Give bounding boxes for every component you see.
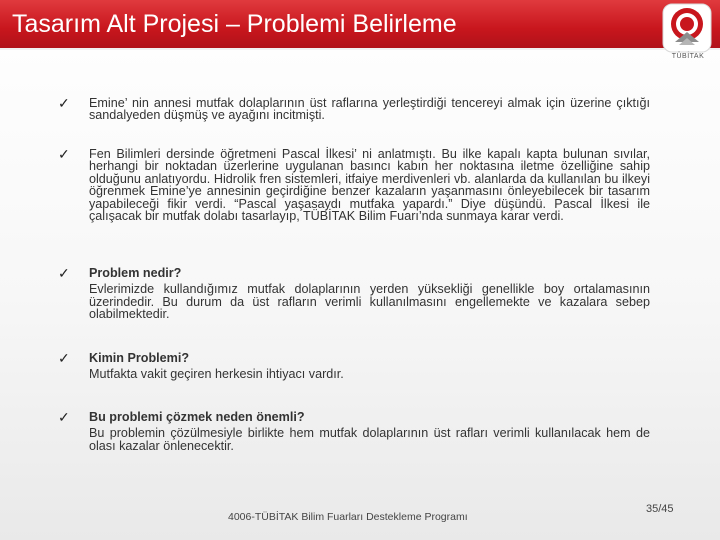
item-text: Mutfakta vakit geçiren herkesin ihtiyacı vardır. (89, 367, 344, 382)
item-heading: Problem nedir? (89, 266, 182, 280)
tubitak-logo-icon (661, 2, 713, 54)
list-item (58, 411, 650, 457)
item-heading: Kimin Problemi? (89, 351, 190, 365)
list-item (58, 148, 650, 246)
checkmark-icon: ✓ (58, 265, 70, 281)
checkmark-icon: ✓ (58, 350, 70, 366)
list-item (58, 97, 650, 129)
bullet-list (58, 97, 650, 457)
item-heading: Bu problemi çözmek neden önemli? (89, 410, 305, 424)
title-bar (0, 0, 720, 50)
logo-caption: TÜBİTAK (671, 53, 705, 60)
checkmark-icon: ✓ (58, 95, 70, 111)
item-text: Evlerimizde kullandığımız mutfak dolaplarının yerden yüksekliği genellikle boy ortalamasının üzerindedir. Bu durum da üst rafların verimli kullanılmasını engellemekte ve kazalara sebep olabilmektedir. (89, 282, 650, 322)
list-item (58, 352, 650, 384)
checkmark-icon: ✓ (58, 146, 70, 162)
item-text: Emine’ nin annesi mutfak dolaplarının üst raflarına yerleştirdiği tencereyi almak için üzerine çıktığı sandalyeden düşmüş ve ayağını incitmişti. (89, 96, 650, 123)
list-item (58, 267, 650, 327)
item-text: Fen Bilimleri dersinde öğretmeni Pascal İlkesi’ ni anlatmıştı. Bu ilke kapalı kapta bulunan sıvılar, herhangi bir noktadan üzerlerine uygulanan basıncı kabın her noktasına iletme özelliğine sahip olduğunu anlatıyordu. Hidrolik fren sistemleri, itfaiye merdivenleri vb. alanlarda da kullanılan bu ilkeyi öğrenmek Emine’ye annesinin geçirdiğine benzer kazaların yaşanmasını önleyebilecek bir tasarım yapabileceği fikir verdi. “Pascal yaşasaydı mutfaka yapardı.” Diye düşündü. Pascal İlkesi ile çalışacak bir mutfak dolabı tasarlayıp, TÜBİTAK Bilim Fuarı’nda sunmaya karar verdi. (89, 147, 650, 224)
page-number: 35/45 (646, 503, 674, 515)
item-text: Bu problemin çözülmesiyle birlikte hem mutfak dolaplarının üst rafları verimli kullanılacak hem de olası kazalar önlenecektir. (89, 426, 650, 453)
checkmark-icon: ✓ (58, 409, 70, 425)
slide-title: Tasarım Alt Projesi – Problemi Belirleme (12, 10, 457, 38)
footer-program-name: 4006-TÜBİTAK Bilim Fuarları Destekleme Programı (228, 511, 468, 523)
